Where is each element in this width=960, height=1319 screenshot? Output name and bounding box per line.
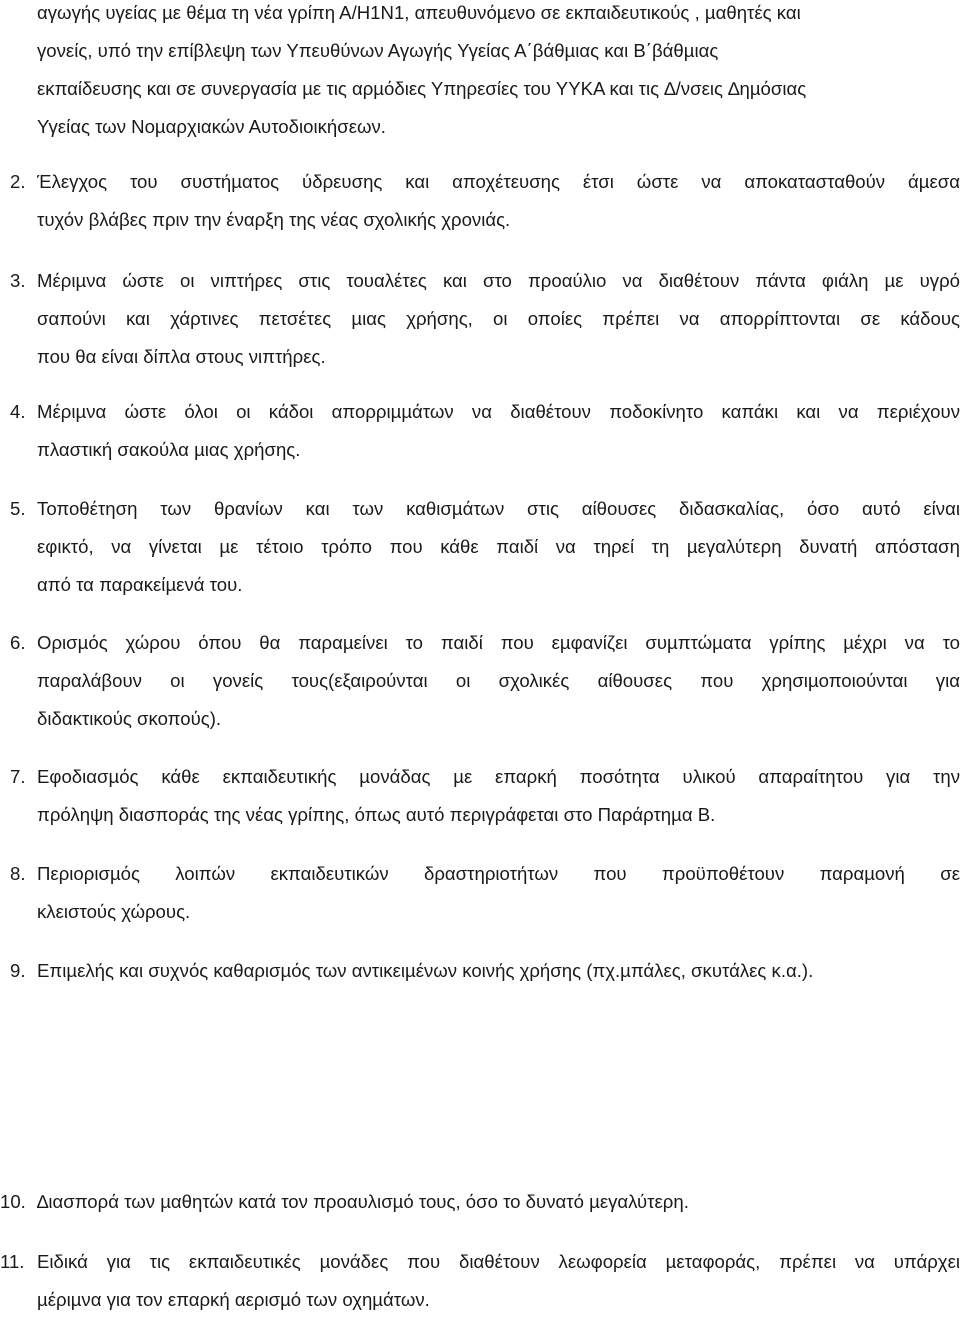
item-line: πρόληψη διασποράς της νέας γρίπης, όπως αυτό περιγράφεται στο Παράρτηµα Β. bbox=[37, 804, 716, 825]
list-item bbox=[10, 490, 960, 604]
item-line: διδακτικούς σκοπούς). bbox=[37, 708, 222, 729]
item-line: εφικτό, να γίνεται µε τέτοιο τρόπο που κάθε παιδί να τηρεί τη µεγαλύτερη δυνατή απόσταση bbox=[37, 536, 960, 557]
item-line: Μέριµνα ώστε όλοι οι κάδοι απορριµµάτων να διαθέτουν ποδοκίνητο καπάκι και να περιέχουν bbox=[37, 401, 960, 422]
lead-line: γονείς, υπό την επίβλεψη των Υπευθύνων Αγωγής Υγείας Α΄βάθµιας και Β΄βάθµιας bbox=[37, 40, 719, 61]
item-text bbox=[37, 490, 960, 604]
item-text bbox=[37, 624, 960, 738]
item-number: 5. bbox=[10, 498, 26, 519]
item-number: 8. bbox=[10, 863, 26, 884]
item-text bbox=[37, 1243, 960, 1319]
list-item bbox=[10, 624, 960, 738]
item-number: 2. bbox=[10, 171, 26, 192]
item-text bbox=[37, 393, 960, 469]
item-text bbox=[37, 952, 960, 990]
item-number: 11. bbox=[0, 1251, 25, 1272]
item-text bbox=[37, 262, 960, 376]
item-text bbox=[37, 758, 960, 834]
lead-paragraph bbox=[37, 0, 960, 146]
item-line: Έλεγχος του συστήµατος ύδρευσης και αποχέτευσης έτσι ώστε να αποκατασταθούν άµεσα bbox=[37, 171, 960, 192]
item-text bbox=[37, 855, 960, 931]
list-item bbox=[0, 1243, 960, 1319]
item-line: Εφοδιασµός κάθε εκπαιδευτικής µονάδας µε επαρκή ποσότητα υλικού απαραίτητου για την bbox=[37, 766, 960, 787]
item-line: από τα παρακείµενά του. bbox=[37, 574, 243, 595]
list-item bbox=[10, 855, 960, 931]
item-line: Ορισµός χώρου όπου θα παραµείνει το παιδί που εµφανίζει συµπτώµατα γρίπης µέχρι να το bbox=[37, 632, 960, 653]
list-item bbox=[10, 952, 960, 990]
item-line: µέριµνα για τον επαρκή αερισµό των οχηµάτων. bbox=[37, 1289, 430, 1310]
item-text bbox=[37, 1183, 960, 1221]
list-item bbox=[10, 163, 960, 239]
item-line: Τοποθέτηση των θρανίων και των καθισµάτων στις αίθουσες διδασκαλίας, όσο αυτό είναι bbox=[37, 498, 960, 519]
item-line: Μέριµνα ώστε οι νιπτήρες στις τουαλέτες και στο προαύλιο να διαθέτουν πάντα φιάλη µε υγρό bbox=[37, 270, 960, 291]
item-line: κλειστούς χώρους. bbox=[37, 901, 191, 922]
list-item bbox=[10, 262, 960, 376]
item-number: 3. bbox=[10, 270, 26, 291]
lead-line: εκπαίδευσης και σε συνεργασία µε τις αρµόδιες Υπηρεσίες του ΥΥΚΑ και τις ∆/νσεις ∆ηµόσιας bbox=[37, 78, 807, 99]
item-line: Περιορισµός λοιπών εκπαιδευτικών δραστηριοτήτων που προϋποθέτουν παραµονή σε bbox=[37, 863, 960, 884]
item-line: ∆ιασπορά των µαθητών κατά τον προαυλισµό τους, όσο το δυνατό µεγαλύτερη. bbox=[37, 1191, 689, 1212]
item-number: 4. bbox=[10, 401, 26, 422]
item-number: 7. bbox=[10, 766, 26, 787]
item-number: 9. bbox=[10, 960, 26, 981]
item-number: 6. bbox=[10, 632, 26, 653]
list-item bbox=[0, 1183, 960, 1221]
list-item bbox=[10, 393, 960, 469]
item-line: σαπούνι και χάρτινες πετσέτες µιας χρήσης, οι οποίες πρέπει να απορρίπτονται σε κάδους bbox=[37, 308, 960, 329]
item-text bbox=[37, 163, 960, 239]
list-item bbox=[10, 758, 960, 834]
item-line: που θα είναι δίπλα στους νιπτήρες. bbox=[37, 346, 326, 367]
item-line: τυχόν βλάβες πριν την έναρξη της νέας σχολικής χρονιάς. bbox=[37, 209, 511, 230]
item-line: παραλάβουν οι γονείς τους(εξαιρούνται οι σχολικές αίθουσες που χρησιµοποιούνται για bbox=[37, 670, 960, 691]
item-line: πλαστική σακούλα µιας χρήσης. bbox=[37, 439, 301, 460]
lead-line: αγωγής υγείας µε θέµα τη νέα γρίπη Α/Η1Ν1, απευθυνόµενο σε εκπαιδευτικούς , µαθητές και bbox=[37, 2, 801, 23]
item-line: Ειδικά για τις εκπαιδευτικές µονάδες που διαθέτουν λεωφορεία µεταφοράς, πρέπει να υπάρχει bbox=[37, 1251, 960, 1272]
item-number: 10. bbox=[0, 1191, 26, 1212]
item-line: Επιµελής και συχνός καθαρισµός των αντικειµένων κοινής χρήσης (πχ.µπάλες, σκυτάλες κ.α.). bbox=[37, 960, 814, 981]
lead-line: Υγείας των Νοµαρχιακών Αυτοδιοικήσεων. bbox=[37, 116, 386, 137]
